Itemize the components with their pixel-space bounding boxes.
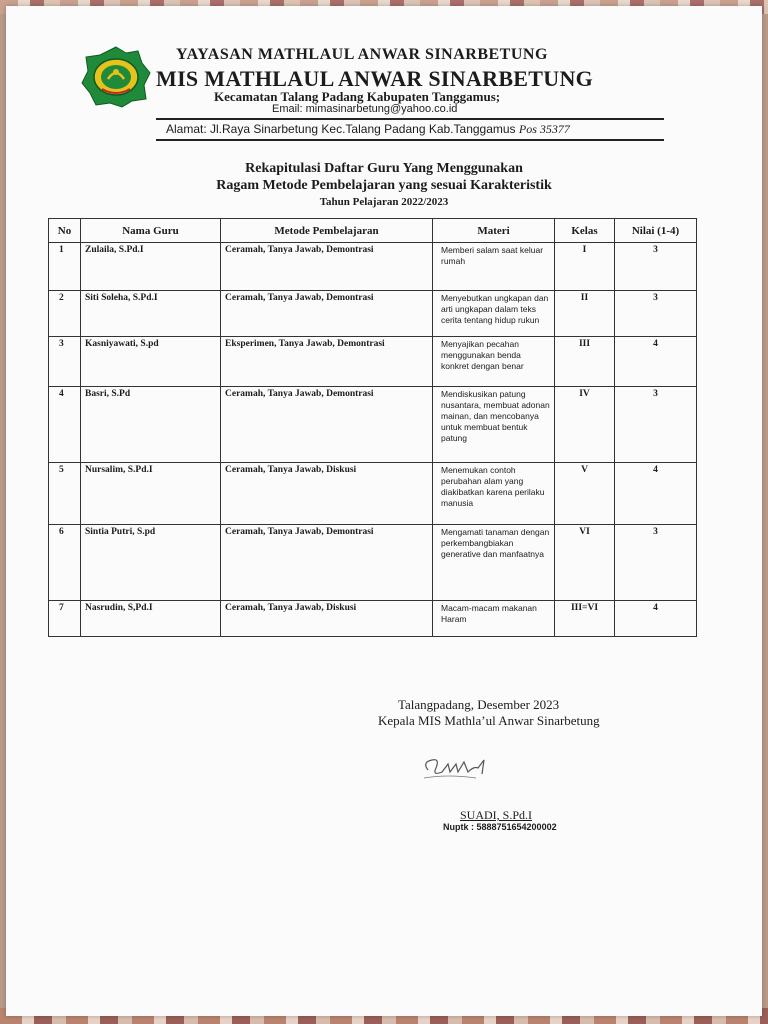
postal-code: Pos 35377: [518, 122, 570, 136]
cell-nama: Zulaila, S.Pd.I: [81, 243, 221, 291]
table-header-row: [49, 219, 697, 243]
cell-nama: Nursalim, S.Pd.I: [81, 463, 221, 525]
cell-nilai: 4: [615, 601, 697, 637]
signer-nuptk: Nuptk : 5888751654200002: [443, 822, 557, 832]
cell-nilai: 4: [615, 337, 697, 387]
address-line: [166, 122, 570, 137]
header-nilai: Nilai (1-4): [615, 219, 697, 243]
cell-materi: Menemukan contoh perubahan alam yang diakibatkan karena perilaku manusia: [433, 463, 555, 525]
cell-no: 1: [49, 243, 81, 291]
table-row: [49, 337, 697, 387]
place-date: Talangpadang, Desember 2023: [398, 697, 560, 712]
cell-kelas: V: [555, 463, 615, 525]
cell-materi: Macam-macam makanan Haram: [433, 601, 555, 637]
cell-no: 5: [49, 463, 81, 525]
cell-nama: Kasniyawati, S.pd: [81, 337, 221, 387]
district-line: Kecamatan Talang Padang Kabupaten Tanggamus;: [214, 89, 501, 104]
cell-metode: Ceramah, Tanya Jawab, Demontrasi: [221, 291, 433, 337]
cell-nilai: 3: [615, 243, 697, 291]
cell-metode: Ceramah, Tanya Jawab, Diskusi: [221, 601, 433, 637]
cell-nilai: 3: [615, 291, 697, 337]
table-row: [49, 387, 697, 463]
foundation-name: YAYASAN MATHLAUL ANWAR SINARBETUNG: [176, 46, 548, 63]
table-row: [49, 463, 697, 525]
table-row: [49, 291, 697, 337]
cell-nama: Basri, S.Pd: [81, 387, 221, 463]
handwritten-signature-icon: [418, 752, 498, 786]
cell-kelas: II: [555, 291, 615, 337]
cell-nama: Siti Soleha, S.Pd.I: [81, 291, 221, 337]
cell-kelas: IV: [555, 387, 615, 463]
cell-materi: Mengamati tanaman dengan perkembangbiakan generative dan manfaatnya: [433, 525, 555, 601]
teacher-recap-table: [48, 218, 697, 637]
cell-metode: Ceramah, Tanya Jawab, Demontrasi: [221, 243, 433, 291]
cell-kelas: III=VI: [555, 601, 615, 637]
cell-materi: Menyajikan pecahan menggunakan benda konkret dengan benar: [433, 337, 555, 387]
letterhead-rule-top: [156, 118, 664, 120]
signer-name: SUADI, S.Pd.I: [460, 808, 533, 822]
cell-no: 6: [49, 525, 81, 601]
table-row: [49, 243, 697, 291]
email-line: Email: mimasinarbetung@yahoo.co.id: [272, 103, 458, 115]
cell-no: 7: [49, 601, 81, 637]
cell-metode: Eksperimen, Tanya Jawab, Demontrasi: [221, 337, 433, 387]
cell-no: 2: [49, 291, 81, 337]
cell-kelas: VI: [555, 525, 615, 601]
cell-materi: Memberi salam saat keluar rumah: [433, 243, 555, 291]
header-metode: Metode Pembelajaran: [221, 219, 433, 243]
cell-metode: Ceramah, Tanya Jawab, Diskusi: [221, 463, 433, 525]
cell-materi: Mendiskusikan patung nusantara, membuat adonan mainan, dan mencobanya untuk membuat bentuk patung: [433, 387, 555, 463]
cell-nama: Nasrudin, S,Pd.I: [81, 601, 221, 637]
cell-metode: Ceramah, Tanya Jawab, Demontrasi: [221, 525, 433, 601]
letterhead-rule-bottom: [156, 139, 664, 141]
document-title-line1: Rekapitulasi Daftar Guru Yang Menggunakan: [245, 161, 523, 176]
cell-no: 4: [49, 387, 81, 463]
school-logo-icon: [80, 45, 152, 109]
address-text: Alamat: Jl.Raya Sinarbetung Kec.Talang Padang Kab.Tanggamus: [166, 122, 519, 136]
table-row: [49, 601, 697, 637]
header-no: No: [49, 219, 81, 243]
cell-no: 3: [49, 337, 81, 387]
cell-nilai: 4: [615, 463, 697, 525]
academic-year: Tahun Pelajaran 2022/2023: [319, 196, 449, 208]
cell-kelas: III: [555, 337, 615, 387]
document-title-line2: Ragam Metode Pembelajaran yang sesuai Karakteristik: [216, 178, 552, 193]
cell-materi: Menyebutkan ungkapan dan arti ungkapan dalam teks cerita tentang hidup rukun: [433, 291, 555, 337]
header-materi: Materi: [433, 219, 555, 243]
cell-kelas: I: [555, 243, 615, 291]
cell-nilai: 3: [615, 387, 697, 463]
cell-metode: Ceramah, Tanya Jawab, Demontrasi: [221, 387, 433, 463]
header-nama-guru: Nama Guru: [81, 219, 221, 243]
principal-title: Kepala MIS Mathla’ul Anwar Sinarbetung: [378, 713, 600, 728]
cell-nama: Sintia Putri, S.pd: [81, 525, 221, 601]
table-row: [49, 525, 697, 601]
header-kelas: Kelas: [555, 219, 615, 243]
cell-nilai: 3: [615, 525, 697, 601]
school-name: MIS MATHLAUL ANWAR SINARBETUNG: [156, 66, 594, 91]
